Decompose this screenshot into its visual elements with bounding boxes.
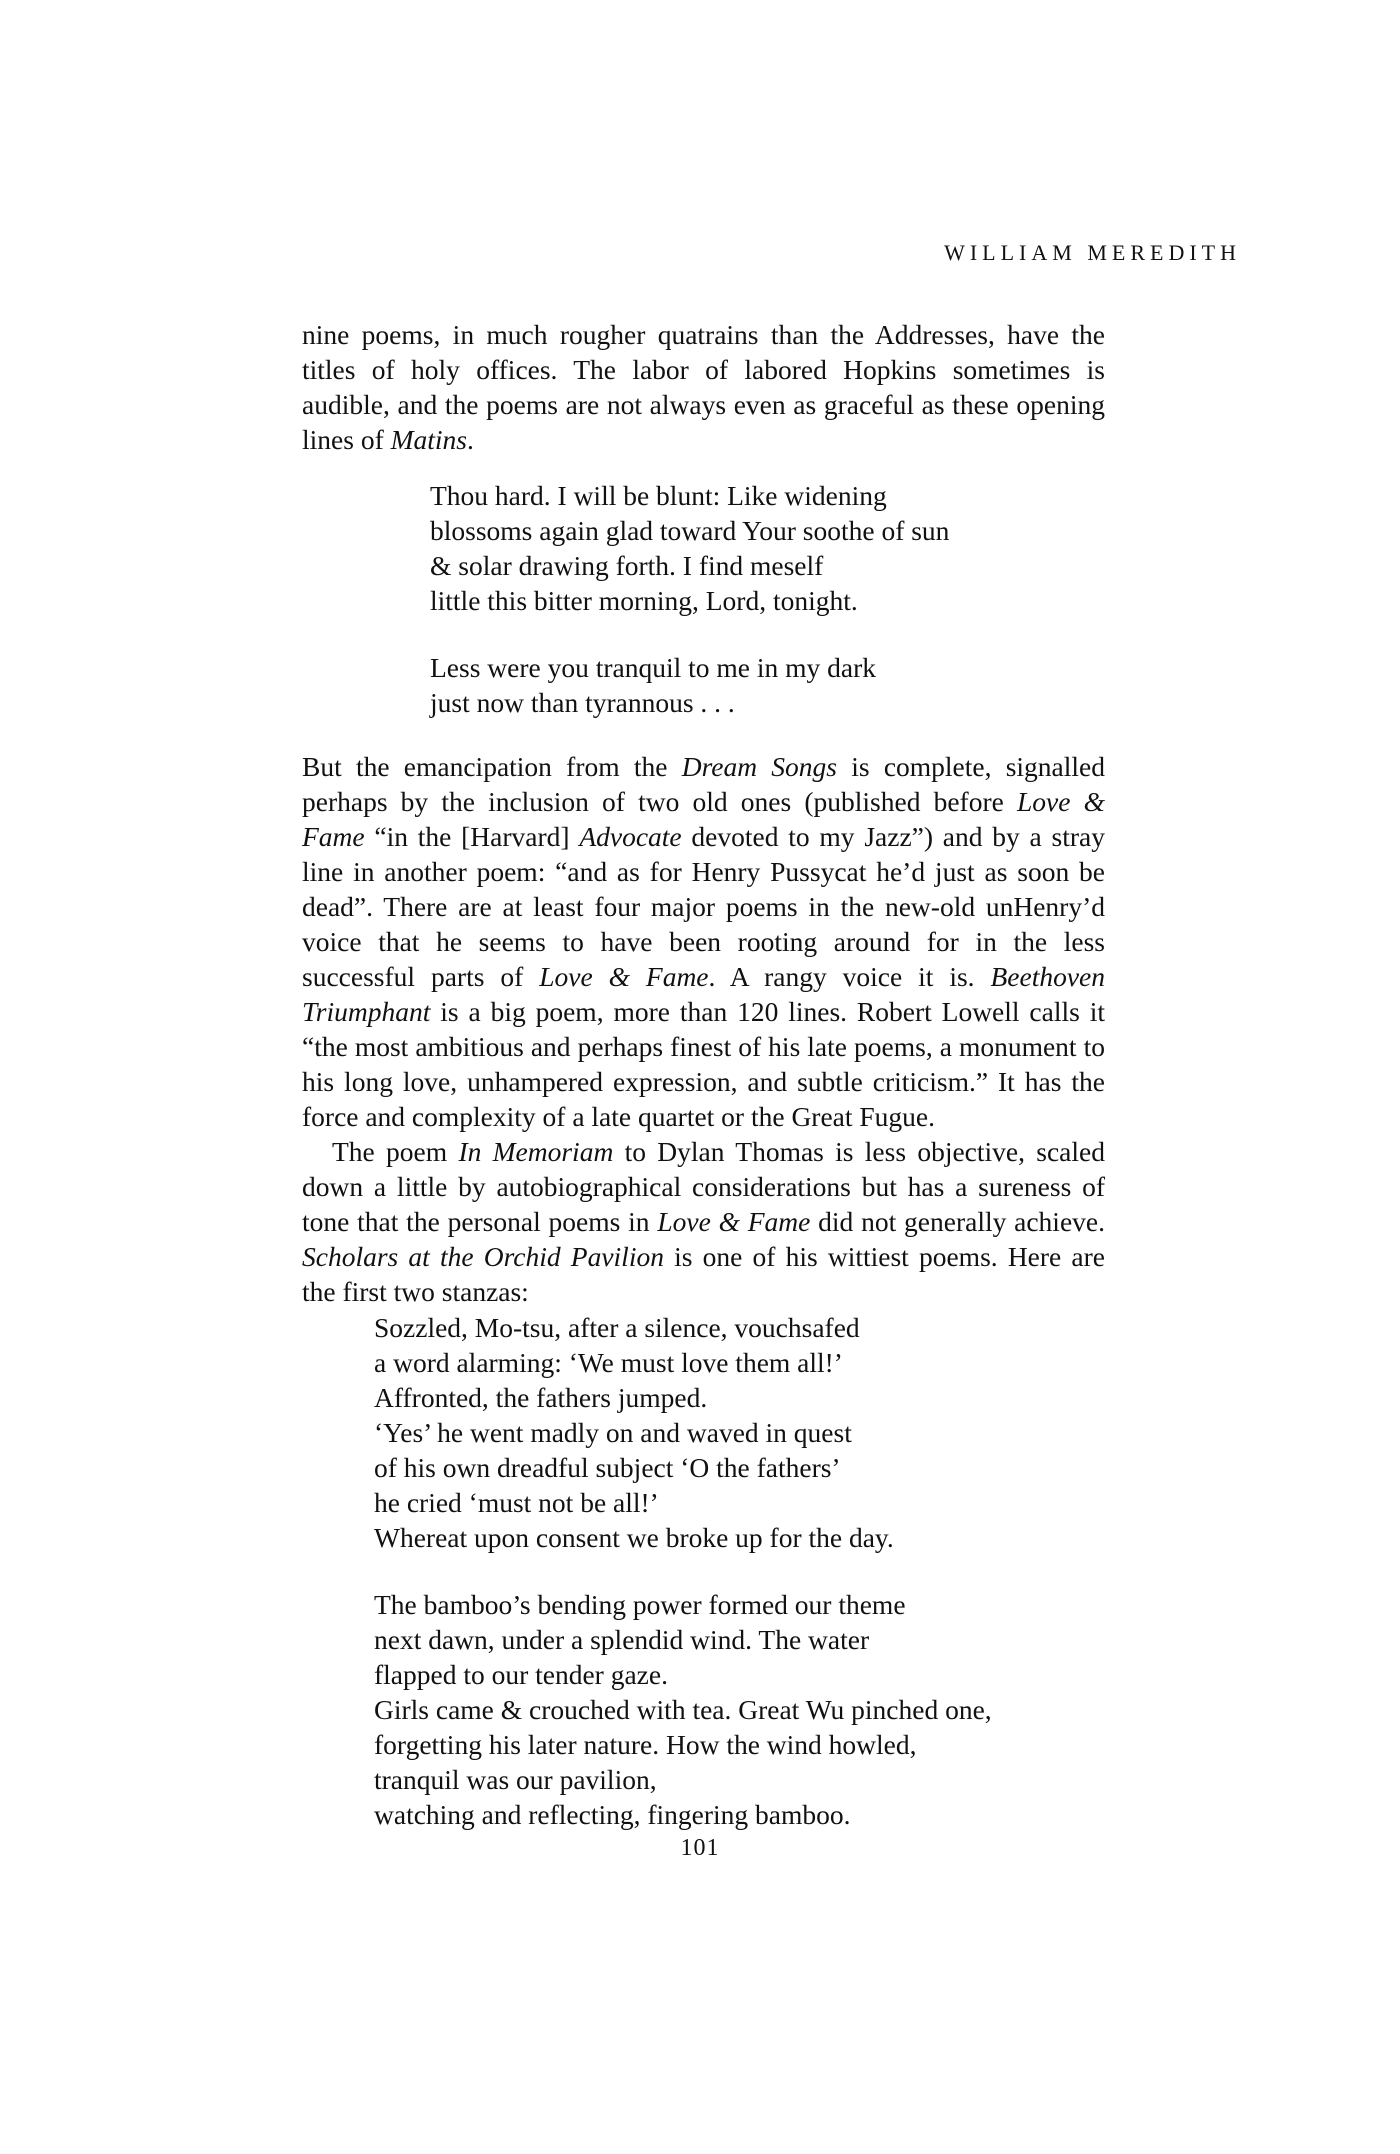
title-love-and-fame: Love & Fame: [302, 786, 1105, 852]
verse-line: a word alarming: ‘We must love them all!’: [374, 1347, 843, 1378]
verse-line: just now than tyrannous . . .: [430, 687, 735, 718]
text-run: But the emancipation from the: [302, 751, 682, 782]
title-beethoven-triumphant: Beethoven Triumphant: [302, 961, 1105, 1027]
verse-line: Affronted, the fathers jumped.: [374, 1382, 708, 1413]
verse-line: he cried ‘must not be all!’: [374, 1487, 659, 1518]
running-head: WILLIAM MEREDITH: [944, 240, 1241, 265]
text-run: The poem: [332, 1136, 459, 1167]
text-run: to Dylan Thomas is less objective, scaled down a little by autobiographical considerations but has a sureness of tone that the personal poems in: [302, 1136, 1105, 1237]
text-run: is complete, signalled perhaps by the inclusion of two old ones (published before: [302, 751, 1105, 817]
page-number: 101: [680, 1835, 720, 1861]
title-love-and-fame: Love & Fame: [657, 1206, 811, 1237]
verse-line: of his own dreadful subject ‘O the fathers’: [374, 1452, 841, 1483]
paragraph-2: [302, 749, 1105, 1134]
title-dream-songs: Dream Songs: [681, 751, 837, 782]
title-love-and-fame: Love & Fame: [539, 961, 709, 992]
paragraph-1-text-a: nine poems, in much rougher quatrains than the Addresses, have the titles of holy offices. The labor of labored Hopkins sometimes is audible, and the poems are not always even as graceful as these opening lines of: [302, 319, 1105, 455]
title-scholars-orchid-pavilion: Scholars at the Orchid Pavilion: [302, 1241, 664, 1272]
paragraph-1: [302, 317, 1105, 457]
text-run: devoted to my Jazz”) and by a stray line in another poem: “and as for Henry Pussycat he’d just as soon be dead”. There are at least four major poems in the new-old unHenry’d voice that he seems to have been rooting around for in the less successful parts of: [302, 821, 1105, 992]
verse-line: Less were you tranquil to me in my dark: [430, 652, 877, 683]
verse-scholars-stanza-1: [374, 1310, 992, 1555]
verse-matins-stanza-2: [430, 650, 949, 720]
verse-scholars: [374, 1310, 992, 1864]
verse-line: Whereat upon consent we broke up for the day.: [374, 1522, 894, 1553]
verse-line: Sozzled, Mo-tsu, after a silence, vouchsafed: [374, 1312, 860, 1343]
verse-line: watching and reflecting, fingering bamboo.: [374, 1799, 851, 1830]
verse-line: ‘Yes’ he went madly on and waved in quest: [374, 1417, 852, 1448]
title-matins: Matins: [390, 424, 467, 455]
text-run: . A rangy voice it is.: [708, 961, 991, 992]
verse-line: little this bitter morning, Lord, tonight.: [430, 585, 858, 616]
text-run: did not generally achieve.: [810, 1206, 1105, 1237]
title-advocate: Advocate: [579, 821, 682, 852]
paragraph-1-text-b: .: [467, 424, 474, 455]
paragraph-3: [302, 1134, 1105, 1309]
text-run: is a big poem, more than 120 lines. Robert Lowell calls it “the most ambitious and perhaps finest of his late poems, a monument to his long love, unhampered expression, and subtle criticism.” It has the force and complexity of a late quartet or the Great Fugue.: [302, 996, 1105, 1132]
verse-line: The bamboo’s bending power formed our theme: [374, 1589, 906, 1620]
text-run: “in the [Harvard]: [364, 821, 580, 852]
body-text-block: [302, 749, 1105, 1309]
verse-line: next dawn, under a splendid wind. The water: [374, 1624, 870, 1655]
title-in-memoriam: In Memoriam: [458, 1136, 614, 1167]
verse-line: Thou hard. I will be blunt: Like widening: [430, 480, 887, 511]
verse-scholars-stanza-2: [374, 1587, 992, 1832]
verse-line: blossoms again glad toward Your soothe of sun: [430, 515, 950, 546]
verse-matins-stanza-1: [430, 478, 949, 618]
verse-line: Girls came & crouched with tea. Great Wu pinched one,: [374, 1694, 992, 1725]
verse-line: tranquil was our pavilion,: [374, 1764, 657, 1795]
text-run: is one of his wittiest poems. Here are the first two stanzas:: [302, 1241, 1105, 1307]
verse-line: flapped to our tender gaze.: [374, 1659, 668, 1690]
verse-matins: [430, 478, 949, 752]
verse-line: forgetting his later nature. How the wind howled,: [374, 1729, 917, 1760]
verse-line: & solar drawing forth. I find meself: [430, 550, 824, 581]
